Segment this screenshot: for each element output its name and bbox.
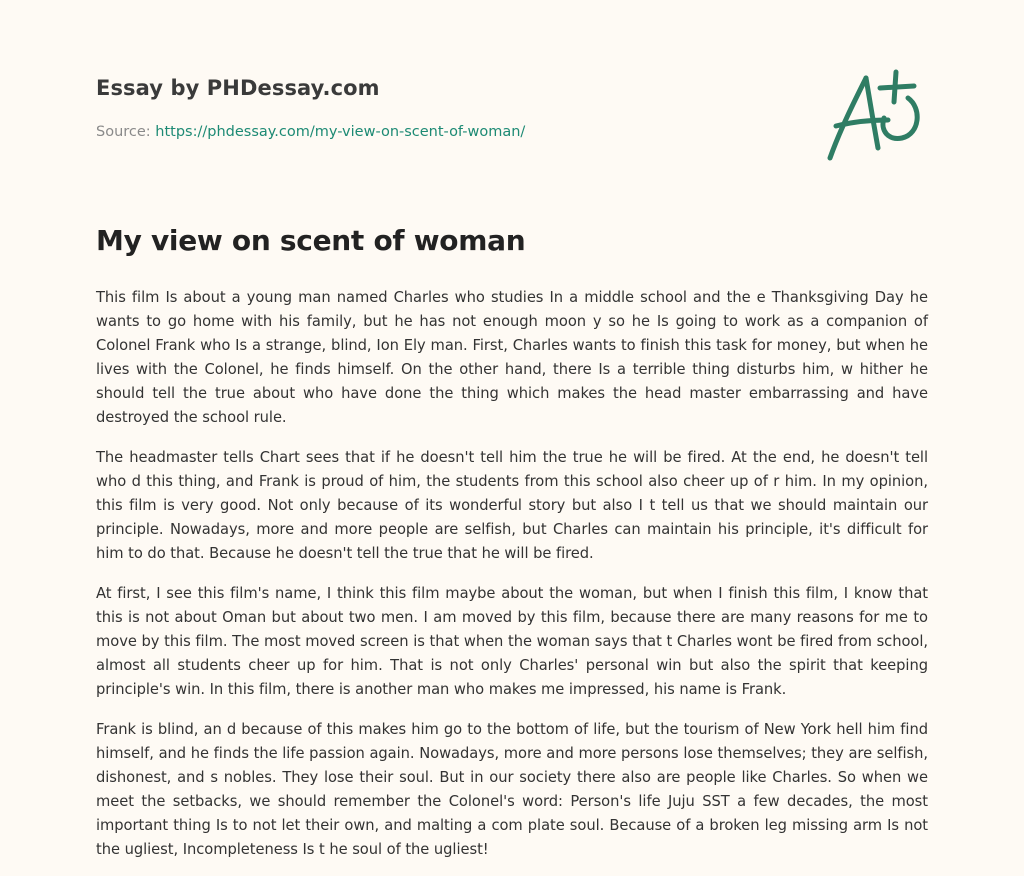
essay-paragraph: This film Is about a young man named Charles who studies In a middle school and the e Thanksgiving Day he wants to go home with his family, but he has not enough moon y so he Is going to work as a companion of Colonel Frank who Is a strange, blind, Ion Ely man. First, Charles wants to finish this task for money, but when he lives with the Colonel, he finds himself. On the other hand, there Is a terrible thing disturbs him, w hither he should tell the true about who have done the thing which makes the head master embarrassing and have destroyed the school rule. (96, 289, 928, 426)
source-line (96, 124, 525, 140)
essay-paragraph: Frank is blind, an d because of this makes him go to the bottom of life, but the tourism of New York hell him find himself, and he finds the life passion again. Nowadays, more and more persons lose themselves; they are selfish, dishonest, and s nobles. They lose their soul. But in our society there also are people like Charles. So when we meet the setbacks, we should remember the Colonel's word: Person's life Juju SST a few decades, the most important thing Is to not let their own, and malting a com plate soul. Because of a broken leg missing arm Is not the ugliest, Incompleteness Is t he soul of the ugliest! (96, 721, 928, 858)
essay-paragraph: The headmaster tells Chart sees that if he doesn't tell him the true he will be fired. At the end, he doesn't tell who d this thing, and Frank is proud of him, the students from this school also cheer up of r him. In my opinion, this film is very good. Not only because of its wonderful story but also I t tell us that we should maintain our principle. Nowadays, more and more people are selfish, but Charles can maintain his principle, it's difficult for him to do that. Because he doesn't tell the true that he will be fired. (96, 449, 928, 562)
essay-body (96, 286, 928, 876)
essay-paragraph: At first, I see this film's name, I think this film maybe about the woman, but when I finish this film, I know that this is not about Oman but about two men. I am moved by this film, because there are many reasons for me to move by this film. The most moved screen is that when the woman says that t Charles wont be fired from school, almost all students cheer up for him. That is not only Charles' personal win but also the spirit that keeping principle's win. In this film, there is another man who makes me impressed, his name is Frank. (96, 585, 928, 698)
source-link[interactable]: https://phdessay.com/my-view-on-scent-of-woman/ (155, 124, 526, 140)
brand-title: Essay by PHDessay.com (96, 76, 380, 100)
essay-title: My view on scent of woman (96, 224, 526, 257)
source-label: Source: (96, 124, 156, 140)
a-plus-logo-icon (822, 68, 930, 164)
